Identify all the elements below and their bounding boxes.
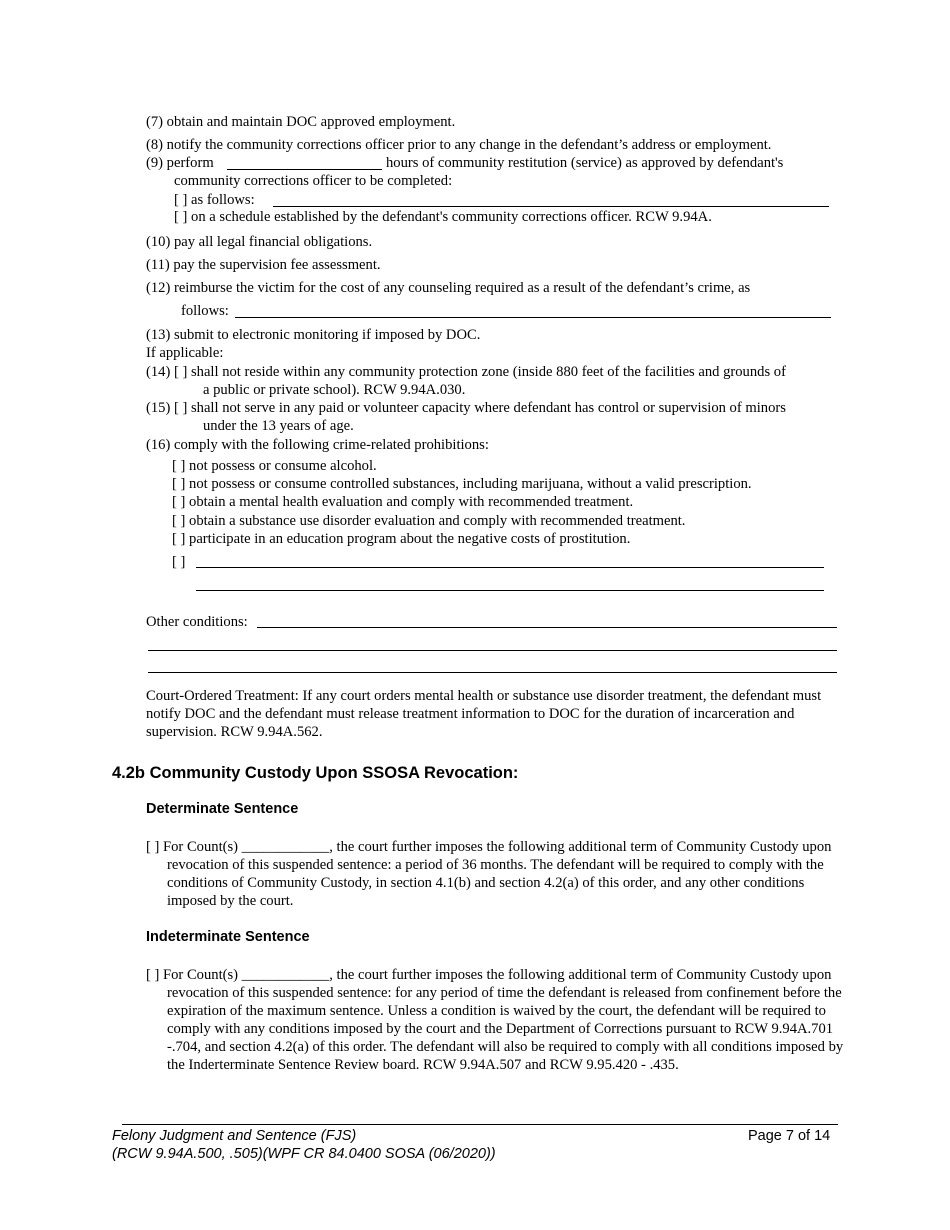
- indeterminate-sentence-paragraph[interactable]: [ ] For Count(s) ____________, the court further imposes the following additional term of Community Custody upon revocation of this suspended sentence: for any period of time the defendant is released from confinement before the expiration of the maximum sentence. Unless a condition is waived by the court, the defendant will be required to comply with any conditions imposed by the court and the Department of Corrections pursuant to RCW 9.94A.701 -.704, and section 4.2(a) of this order. The defendant will also be required to comply with all conditions imposed by the Inderterminate Sentence Review board. RCW 9.94A.507 and RCW 9.95.420 - .435.: [146, 967, 844, 1073]
- indeterminate-sentence-heading: Indeterminate Sentence: [146, 929, 310, 945]
- condition-9-middle: hours of community restitution (service) as approved by defendant's: [386, 155, 784, 171]
- if-applicable-label: If applicable:: [146, 345, 224, 361]
- prohibition-controlled-substances[interactable]: [ ] not possess or consume controlled substances, including marijuana, without a valid prescription.: [172, 476, 752, 492]
- footer-title: Felony Judgment and Sentence (FJS): [112, 1128, 357, 1144]
- condition-10: (10) pay all legal financial obligations.: [146, 234, 373, 250]
- determinate-sentence-paragraph[interactable]: [ ] For Count(s) ____________, the court further imposes the following additional term of Community Custody upon revocation of this suspended sentence: a period of 36 months. The defendant will be required to comply with the conditions of Community Custody, in section 4.1(b) and section 4.2(a) of this order, and any other conditions imposed by the court.: [146, 839, 832, 909]
- condition-8: (8) notify the community corrections officer prior to any change in the defendant’s address or employment.: [146, 137, 772, 153]
- as-follows-blank-line[interactable]: [273, 206, 829, 207]
- condition-11: (11) pay the supervision fee assessment.: [146, 257, 381, 273]
- condition-16: (16) comply with the following crime-related prohibitions:: [146, 437, 489, 453]
- prohibition-other-line-1[interactable]: [196, 567, 824, 568]
- footer-rule: [122, 1124, 838, 1125]
- prohibition-other-checkbox[interactable]: [ ]: [172, 554, 186, 570]
- other-conditions-label: Other conditions:: [146, 614, 248, 630]
- prohibition-other-line-2[interactable]: [196, 590, 824, 591]
- hours-blank-line[interactable]: [227, 169, 382, 170]
- other-conditions-line-1[interactable]: [257, 627, 837, 628]
- other-conditions-line-3[interactable]: [148, 672, 837, 673]
- counseling-blank-line[interactable]: [235, 317, 831, 318]
- determinate-sentence-heading: Determinate Sentence: [146, 801, 299, 817]
- condition-15-continued: under the 13 years of age.: [203, 418, 354, 434]
- other-conditions-line-2[interactable]: [148, 650, 837, 651]
- condition-9-option-schedule[interactable]: [ ] on a schedule established by the defendant's community corrections officer. RCW 9.94A.: [174, 209, 712, 225]
- condition-9-option-follows[interactable]: [ ] as follows:: [174, 192, 255, 208]
- court-ordered-treatment-paragraph: Court-Ordered Treatment: If any court orders mental health or substance use disorder treatment, the defendant must notify DOC and the defendant must release treatment information to DOC for the duration of incarceration and supervision. RCW 9.94A.562.: [146, 688, 822, 740]
- condition-13: (13) submit to electronic monitoring if imposed by DOC.: [146, 327, 481, 343]
- prohibition-education[interactable]: [ ] participate in an education program about the negative costs of prostitution.: [172, 531, 631, 547]
- condition-9-start: (9) perform: [146, 155, 214, 171]
- condition-12: (12) reimburse the victim for the cost of any counseling required as a result of the defendant’s crime, as: [146, 280, 751, 296]
- page-number: Page 7 of 14: [748, 1128, 831, 1144]
- prohibition-mental-health[interactable]: [ ] obtain a mental health evaluation and comply with recommended treatment.: [172, 494, 634, 510]
- condition-14-continued: a public or private school). RCW 9.94A.030.: [203, 382, 466, 398]
- footer-citation: (RCW 9.94A.500, .505)(WPF CR 84.0400 SOSA (06/2020)): [112, 1146, 496, 1162]
- prohibition-substance-use[interactable]: [ ] obtain a substance use disorder evaluation and comply with recommended treatment.: [172, 513, 686, 529]
- condition-15[interactable]: (15) [ ] shall not serve in any paid or volunteer capacity where defendant has control or supervision of minors: [146, 400, 786, 416]
- condition-12-follows: follows:: [181, 303, 229, 319]
- section-heading-4-2b: 4.2b Community Custody Upon SSOSA Revocation:: [112, 764, 519, 782]
- condition-14[interactable]: (14) [ ] shall not reside within any community protection zone (inside 880 feet of the facilities and grounds of: [146, 364, 786, 380]
- prohibition-alcohol[interactable]: [ ] not possess or consume alcohol.: [172, 458, 377, 474]
- condition-7: (7) obtain and maintain DOC approved employment.: [146, 114, 456, 130]
- condition-9-continued: community corrections officer to be completed:: [174, 173, 453, 189]
